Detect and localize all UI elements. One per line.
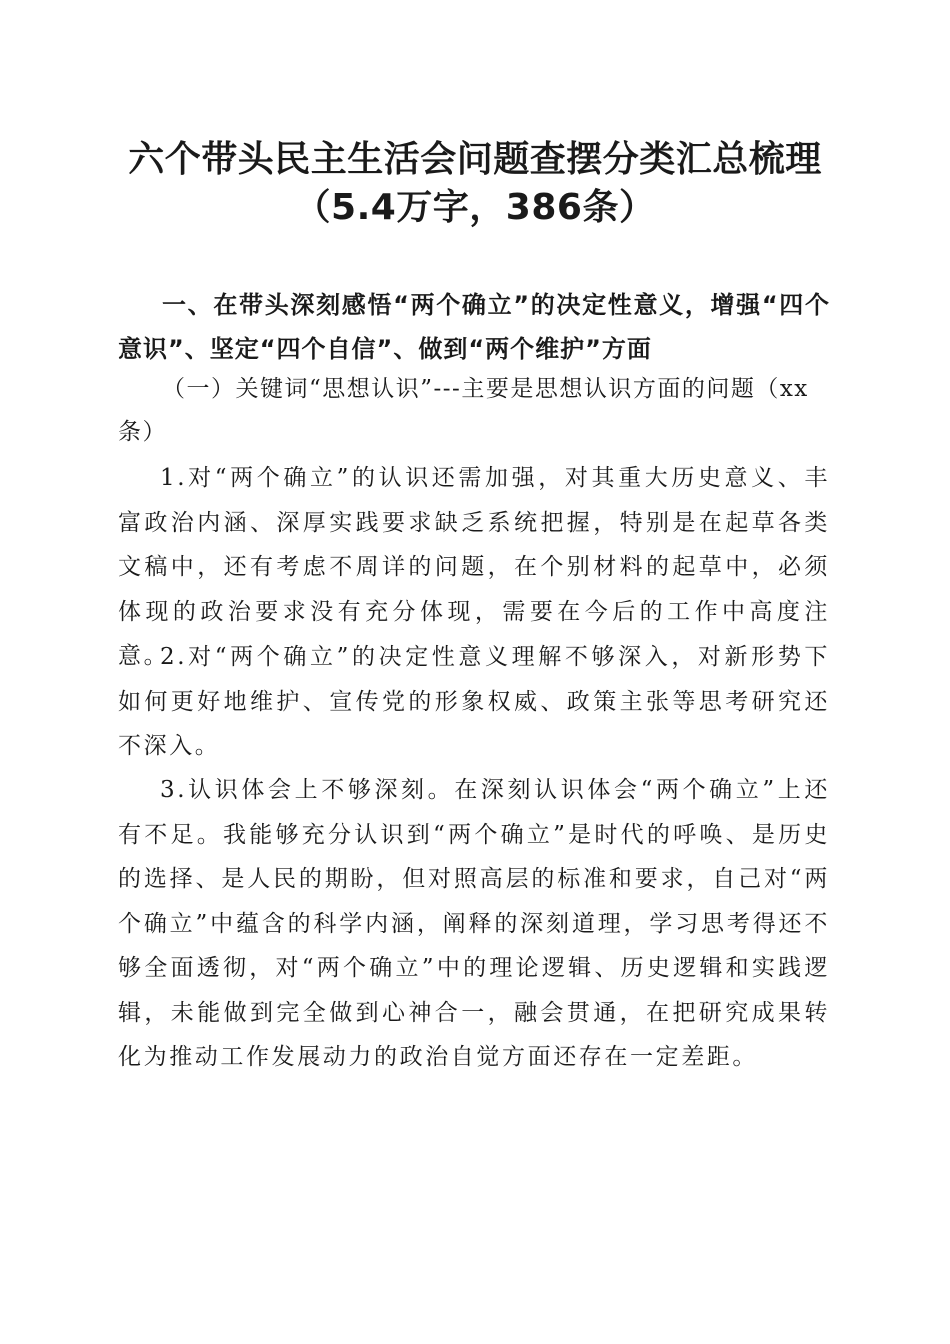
document-subtitle: （5.4万字，386条） [294,187,656,228]
section-heading: 一、在带头深刻感悟“两个确立”的决定性意义，增强“四个意识”、坚定“四个自信”、做到“两个维护”方面 [118,291,830,363]
list-item: 3.认识体会上不够深刻。在深刻认识体会“两个确立”上还有不足。我能够充分认识到“两个确立”是时代的呼唤、是历史的选择、是人民的期盼，但对照高层的标准和要求，自己对“两个确立”中蕴含的科学内涵，阐释的深刻道理，学习思考得还不够全面透彻，对“两个确立”中的理论逻辑、历史逻辑和实践逻辑，未能做到完全做到心神合一，融会贯通，在把研究成果转化为推动工作发展动力的政治自觉方面还存在一定差距。 [118,777,830,1070]
list-item: 1.对“两个确立”的认识还需加强，对其重大历史意义、丰富政治内涵、深厚实践要求缺乏系统把握，特别是在起草各类文稿中，还有考虑不周详的问题，在个别材料的起草中，必须体现的政治要求没有充分体现，需要在今后的工作中高度注意。 [118,465,830,669]
list-item: 2.对“两个确立”的决定性意义理解不够深入，对新形势下如何更好地维护、宣传党的形象权威、政策主张等思考研究还不深入。 [118,644,830,759]
document-title: 六个带头民主生活会问题查摆分类汇总梳理 [128,139,822,180]
sub-heading: （一）关键词“思想认识”---主要是思想认识方面的问题（xx条） [118,376,809,445]
